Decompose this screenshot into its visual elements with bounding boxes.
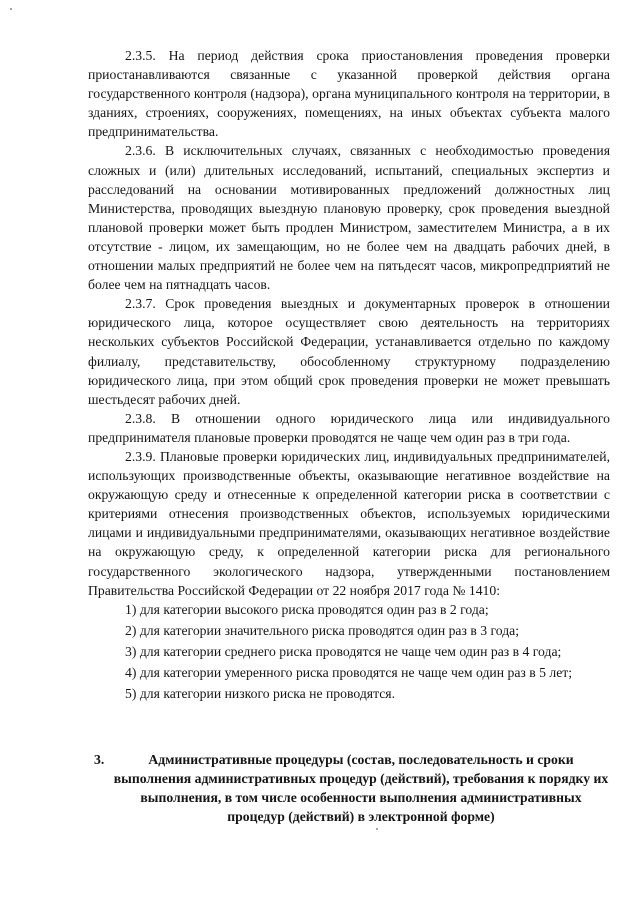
list-item: 5) для категории низкого риска не проводятся. (125, 686, 396, 702)
list-item: 1) для категории высокого риска проводятся один раз в 2 года; (125, 601, 489, 617)
section-number: 3. (94, 752, 105, 767)
risk-category-list (88, 600, 610, 703)
list-item: 3) для категории среднего риска проводятся не чаще чем один раз в 4 года; (125, 643, 562, 659)
list-item: 4) для категории умеренного риска проводятся не чаще чем один раз в 5 лет; (125, 665, 573, 680)
document-body (88, 46, 610, 705)
section-title: Административные процедуры (состав, последовательность и сроки выполнения административных процедур (действий), требования к порядку их выполнения, в том числе особенности выполнения административных процедур (действий) в электронной форме) (113, 752, 609, 824)
paragraph-2-3-7: 2.3.7. Срок проведения выездных и документарных проверок в отношении юридического лица, которое осуществляет свою деятельность на территориях нескольких субъектов Российской Федерации, устанавливается отдельно по каждому филиалу, представительству, обособленному структурному подразделению юридического лица, при этом общий срок проведения проверки не может превышать шестьдесят рабочих дней. (88, 296, 610, 407)
list-item: 2) для категории значительного риска проводятся один раз в 3 года; (125, 622, 520, 638)
paragraph-2-3-8: 2.3.8. В отношении одного юридического лица или индивидуального предпринимателя плановые проверки проводятся не чаще чем один раз в три года. (88, 410, 610, 445)
paragraph-2-3-9: 2.3.9. Плановые проверки юридических лиц, индивидуальных предпринимателей, использующих производственные объекты, оказывающие негативное воздействие на окружающую среду и отнесенные к определенной категории риска в соответствии с критериями отнесения производственных объектов, используемых юридическими лицами и индивидуальными предпринимателями, оказывающих негативное воздействие на окружающую среду, к определенной категории риска для регионального государственного экологического надзора, утвержденными постановлением Правительства Российской Федерации от 22 ноября 2017 года № 1410: (88, 448, 610, 598)
scan-speck (10, 8, 12, 10)
paragraph-2-3-6: 2.3.6. В исключительных случаях, связанных с необходимостью проведения сложных и (или) длительных исследований, испытаний, специальных экспертиз и расследований на основании мотивированных предложений должностных лиц Министерства, проводящих выездную плановую проверку, срок проведения выездной плановой проверки может быть продлен Министром, заместителем Министра, а в их отсутствие - лицом, их замещающим, но не более чем на двадцать рабочих дней, в отношении малых предприятий не более чем на пятьдесят часов, микропредприятий не более чем на пятнадцать часов. (88, 143, 610, 293)
scan-speck (376, 828, 378, 830)
section-heading (92, 750, 610, 826)
paragraph-2-3-5: 2.3.5. На период действия срока приостановления проведения проверки приостанавливаются связанные с указанной проверкой действия органа государственного контроля (надзора), органа муниципального контроля на территории, в зданиях, строениях, сооружениях, помещениях, на иных объектах субъекта малого предпринимательства. (88, 48, 610, 140)
